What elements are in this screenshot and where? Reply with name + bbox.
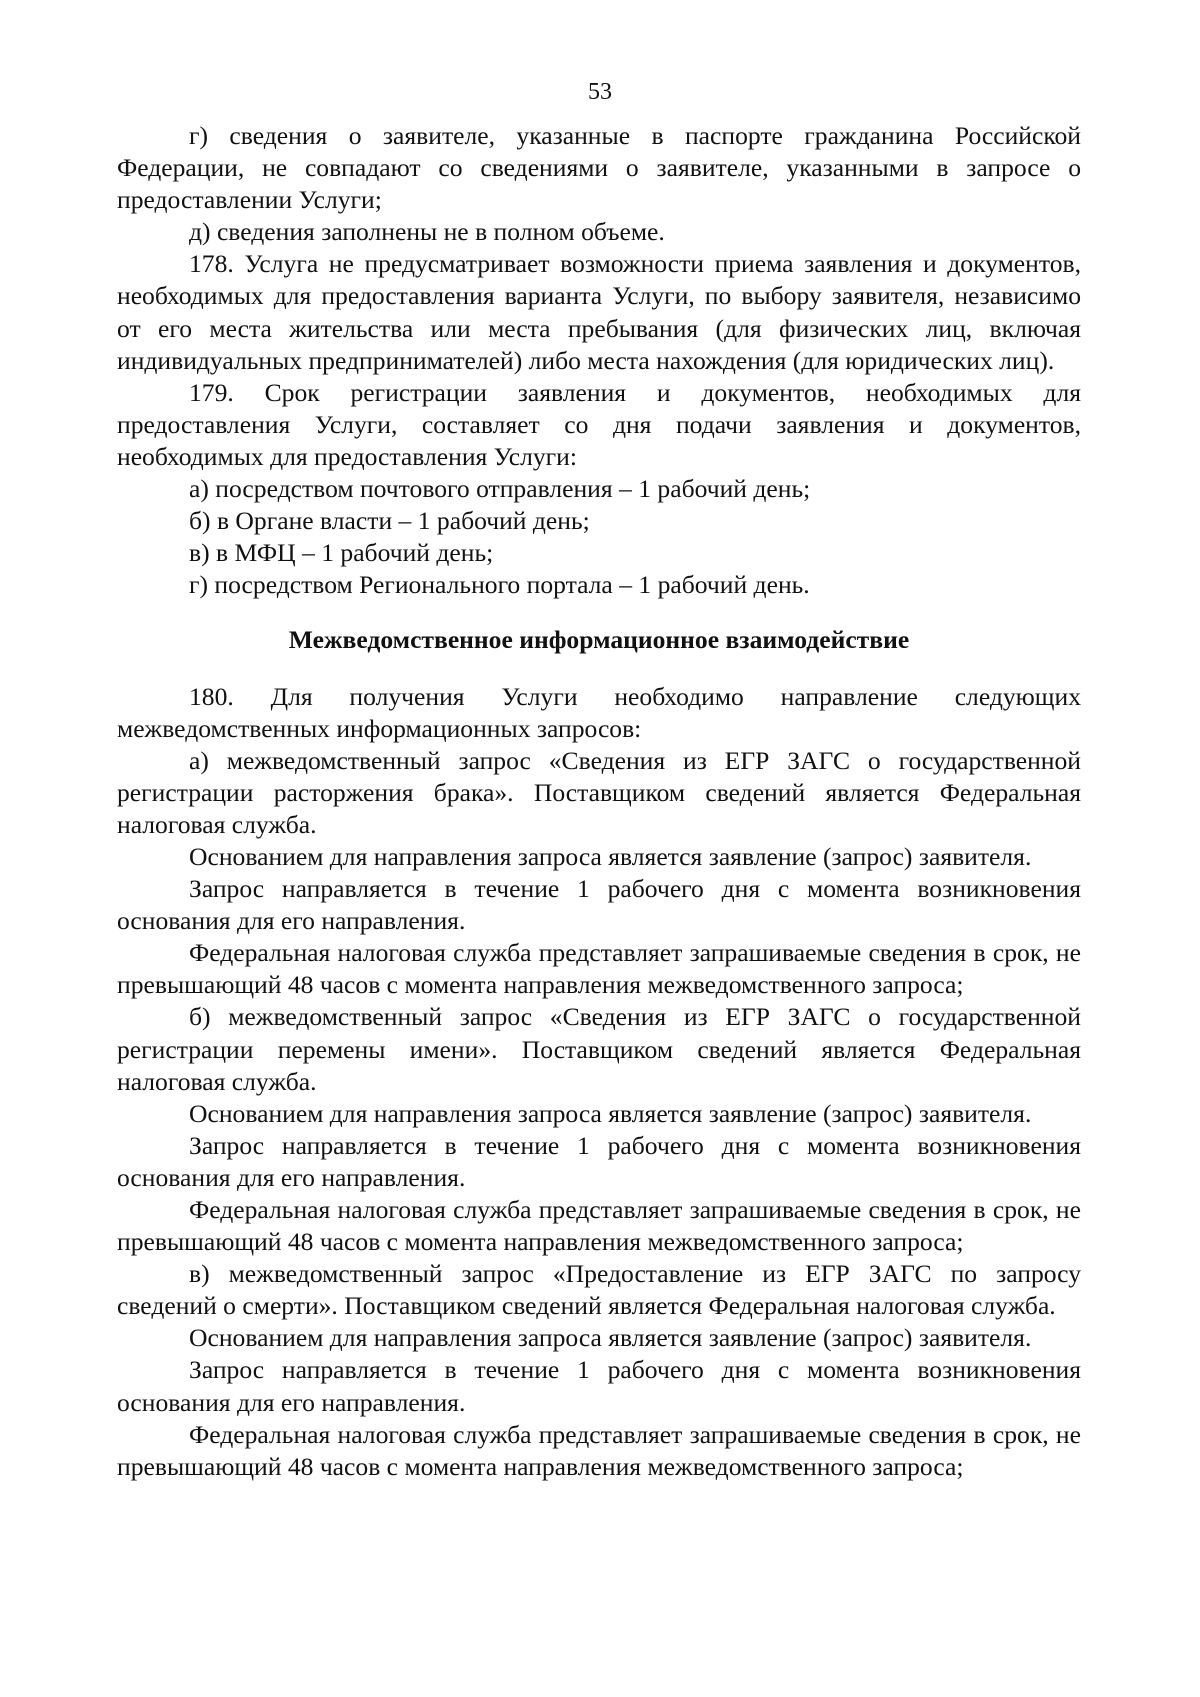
paragraph: Федеральная налоговая служба представляет запрашиваемые сведения в срок, не превышающий 48 часов с момента направления межведомственного запроса; (117, 1195, 1081, 1257)
paragraph: Запрос направляется в течение 1 рабочего дня с момента возникновения основания для его направления. (117, 1130, 1081, 1192)
paragraph: Федеральная налоговая служба представляет запрашиваемые сведения в срок, не превышающий 48 часов с момента направления межведомственного запроса; (117, 938, 1081, 1000)
paragraph: 178. Услуга не предусматривает возможности приема заявления и документов, необходимых для предоставления варианта Услуги, по выбору заявителя, независимо от его места жительства или места пребывания (для физических лиц, включая индивидуальных предпринимателей) либо места нахождения (для юридических лиц). (117, 249, 1081, 375)
paragraph: 179. Срок регистрации заявления и документов, необходимых для предоставления Услуги, составляет со дня подачи заявления и документов, необходимых для предоставления Услуги: (117, 377, 1081, 471)
paragraph: Запрос направляется в течение 1 рабочего дня с момента возникновения основания для его направления. (117, 874, 1081, 936)
paragraph: б) межведомственный запрос «Сведения из ЕГР ЗАГС о государственной регистрации перемены имени». Поставщиком сведений является Федеральная налоговая служба. (117, 1002, 1081, 1096)
paragraph: Основанием для направления запроса является заявление (запрос) заявителя. (189, 1098, 1032, 1128)
paragraph: д) сведения заполнены не в полном объеме. (189, 217, 665, 247)
list-item: а) посредством почтового отправления – 1 рабочий день; (189, 474, 811, 504)
paragraph: Запрос направляется в течение 1 рабочего дня с момента возникновения основания для его направления. (117, 1355, 1081, 1417)
paragraph: 180. Для получения Услуги необходимо направление следующих межведомственных информационных запросов: (117, 681, 1081, 743)
page-number: 53 (588, 79, 612, 105)
paragraph: Основанием для направления запроса является заявление (запрос) заявителя. (189, 1323, 1032, 1353)
list-item: б) в Органе власти – 1 рабочий день; (189, 506, 590, 536)
paragraph: г) сведения о заявителе, указанные в паспорте гражданина Российской Федерации, не совпадают со сведениями о заявителе, указанными в запросе о предоставлении Услуги; (117, 121, 1081, 215)
list-item: г) посредством Регионального портала – 1 рабочий день. (189, 570, 810, 600)
paragraph: в) межведомственный запрос «Предоставление из ЕГР ЗАГС по запросу сведений о смерти». Поставщиком сведений является Федеральная налоговая служба. (117, 1259, 1081, 1321)
paragraph: а) межведомственный запрос «Сведения из ЕГР ЗАГС о государственной регистрации расторжения брака». Поставщиком сведений является Федеральная налоговая служба. (117, 745, 1081, 839)
document-body (117, 120, 1081, 1483)
paragraph: Основанием для направления запроса является заявление (запрос) заявителя. (189, 841, 1032, 871)
paragraph: Федеральная налоговая служба представляет запрашиваемые сведения в срок, не превышающий 48 часов с момента направления межведомственного запроса; (117, 1419, 1081, 1481)
section-heading: Межведомственное информационное взаимодействие (288, 625, 910, 655)
list-item: в) в МФЦ – 1 рабочий день; (189, 538, 494, 568)
